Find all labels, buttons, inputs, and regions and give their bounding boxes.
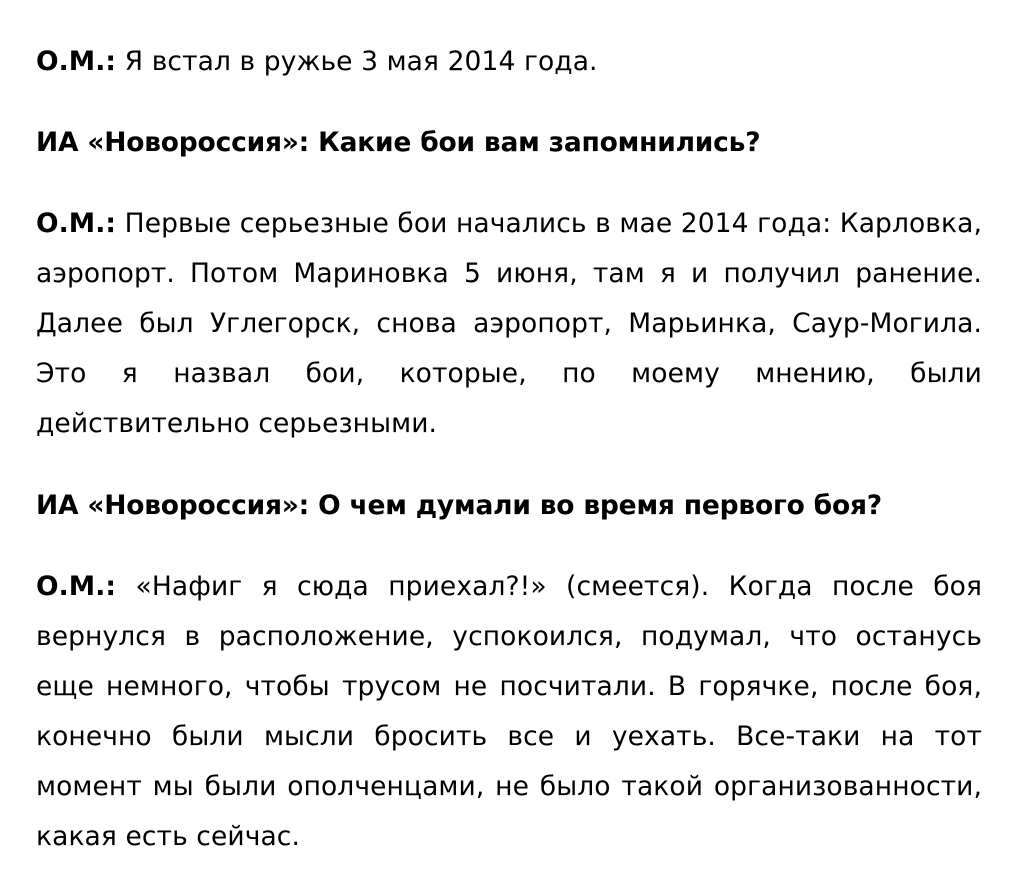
answer-text: Первые серьезные бои начались в мае 2014 года: Карловка, аэропорт. Потом Мариновка 5 июня, там я и получил ранение. Далее был Углегорск, снова аэропорт, Марьинка, Саур-Могила. Это я назвал бои, которые, по моему мнению, были действительно серьезными. (36, 208, 982, 439)
question-heading: ИА «Новороссия»: Какие бои вам запомнились? (36, 127, 761, 158)
answer-paragraph (36, 199, 982, 449)
answer-text: «Нафиг я сюда приехал?!» (смеется). Когда после боя вернулся в расположение, успокоился, подумал, что останусь еще немного, чтобы трусом не посчитали. В горячке, после боя, конечно были мысли бросить все и уехать. Все-таки на тот момент мы были ополченцами, не было такой организованности, какая есть сейчас. (36, 571, 983, 852)
speaker-label: О.М.: (36, 571, 117, 602)
speaker-label: О.М.: (36, 46, 117, 77)
speaker-label: О.М.: (36, 208, 117, 239)
answer-text: Я встал в ружье 3 мая 2014 года. (124, 46, 598, 77)
question-heading: ИА «Новороссия»: О чем думали во время первого боя? (36, 490, 882, 521)
answer-paragraph (36, 562, 982, 862)
answer-paragraph (36, 37, 982, 87)
